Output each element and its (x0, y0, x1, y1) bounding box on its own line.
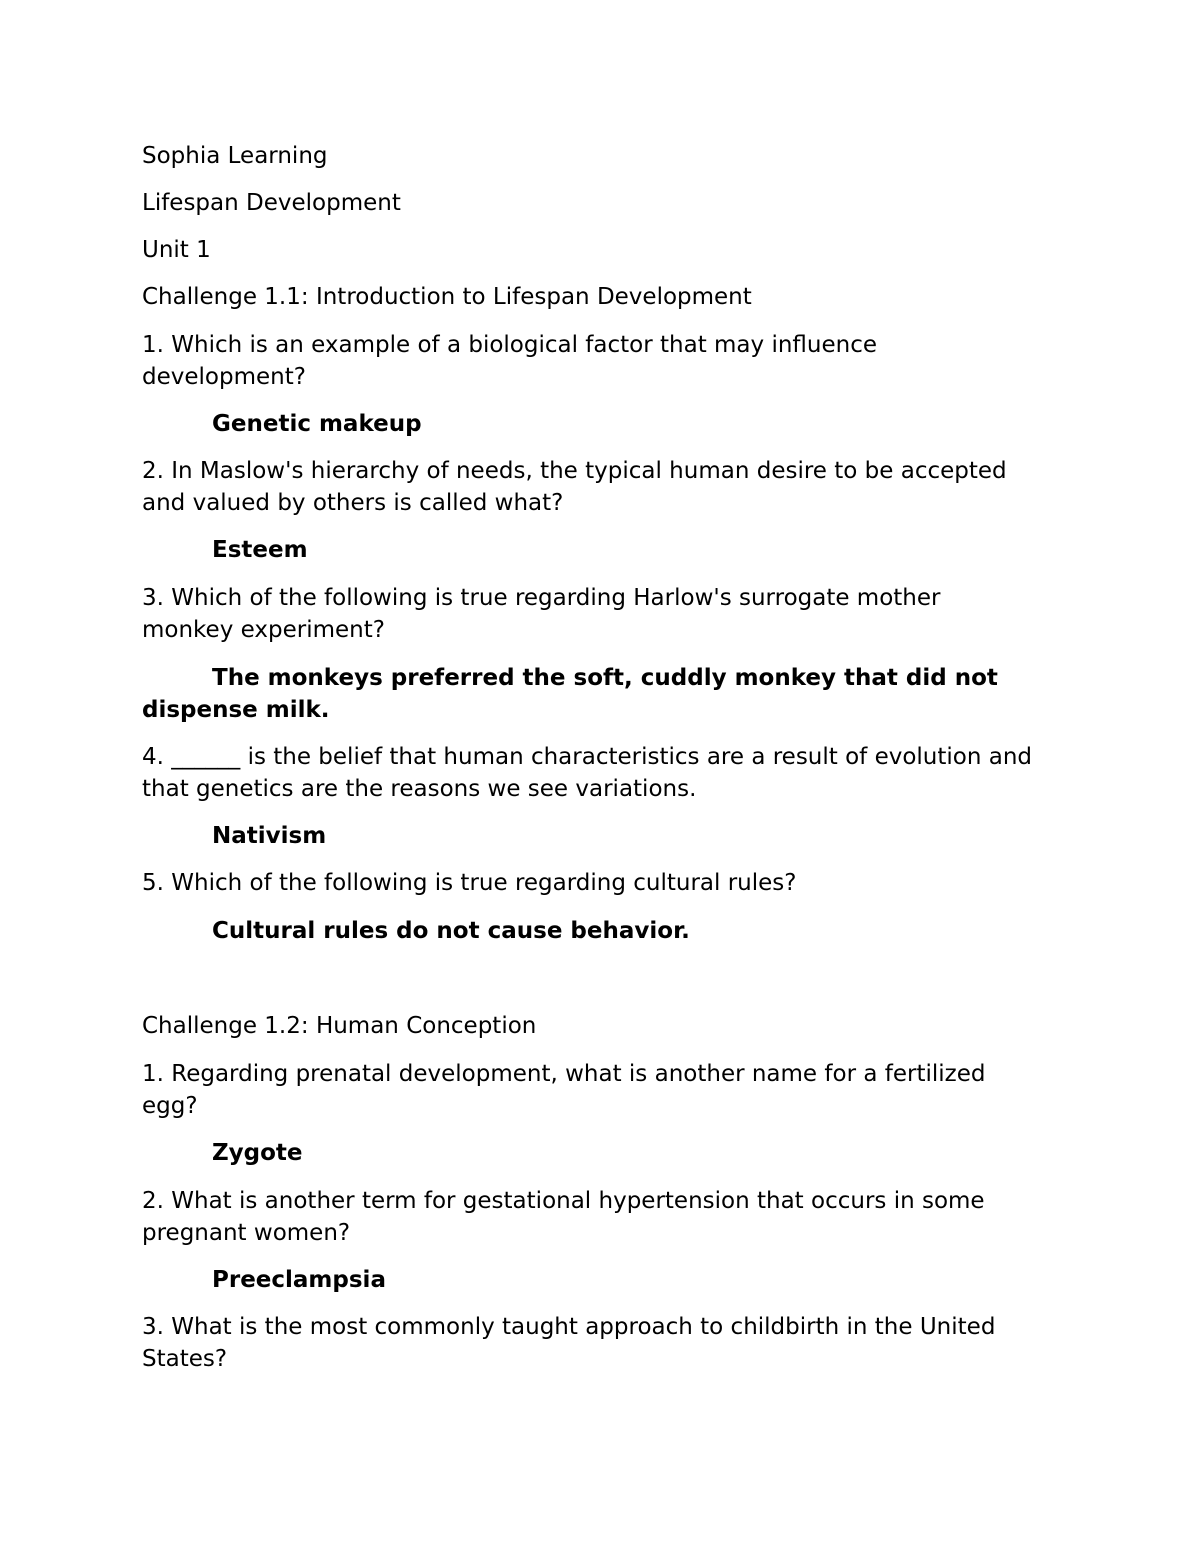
question-text: 4. ______ is the belief that human characteristics are a result of evolution and (142, 744, 1033, 770)
answer-text: Cultural rules do not cause behavior. (212, 918, 690, 944)
unit-label: Unit 1 (142, 237, 211, 263)
question-text: pregnant women? (142, 1220, 351, 1246)
question-text: monkey experiment? (142, 617, 385, 643)
question-text: 1. Regarding prenatal development, what is another name for a fertilized (142, 1061, 986, 1087)
question-text: egg? (142, 1093, 198, 1119)
question-text: 3. What is the most commonly taught approach to childbirth in the United (142, 1314, 996, 1340)
question-text: 3. Which of the following is true regarding Harlow's surrogate mother (142, 585, 941, 611)
answer-text: Genetic makeup (212, 411, 422, 437)
answer-text: Zygote (212, 1140, 303, 1166)
answer-text: Nativism (212, 823, 327, 849)
question-text: 2. In Maslow's hierarchy of needs, the typical human desire to be accepted (142, 458, 1007, 484)
section-heading: Challenge 1.1: Introduction to Lifespan Development (142, 284, 752, 310)
answer-text: Esteem (212, 537, 308, 563)
question-text: 5. Which of the following is true regarding cultural rules? (142, 870, 797, 896)
section-heading: Challenge 1.2: Human Conception (142, 1013, 537, 1039)
question-text: that genetics are the reasons we see variations. (142, 776, 697, 802)
question-text: 2. What is another term for gestational hypertension that occurs in some (142, 1188, 985, 1214)
answer-text: The monkeys preferred the soft, cuddly monkey that did not dispense milk. (142, 665, 998, 723)
question-text: development? (142, 364, 306, 390)
question-text: and valued by others is called what? (142, 490, 564, 516)
answer-text: Preeclampsia (212, 1267, 386, 1293)
course-title: Lifespan Development (142, 190, 401, 216)
question-text: 1. Which is an example of a biological factor that may influence (142, 332, 878, 358)
question-text: States? (142, 1346, 228, 1372)
course-provider: Sophia Learning (142, 143, 328, 169)
